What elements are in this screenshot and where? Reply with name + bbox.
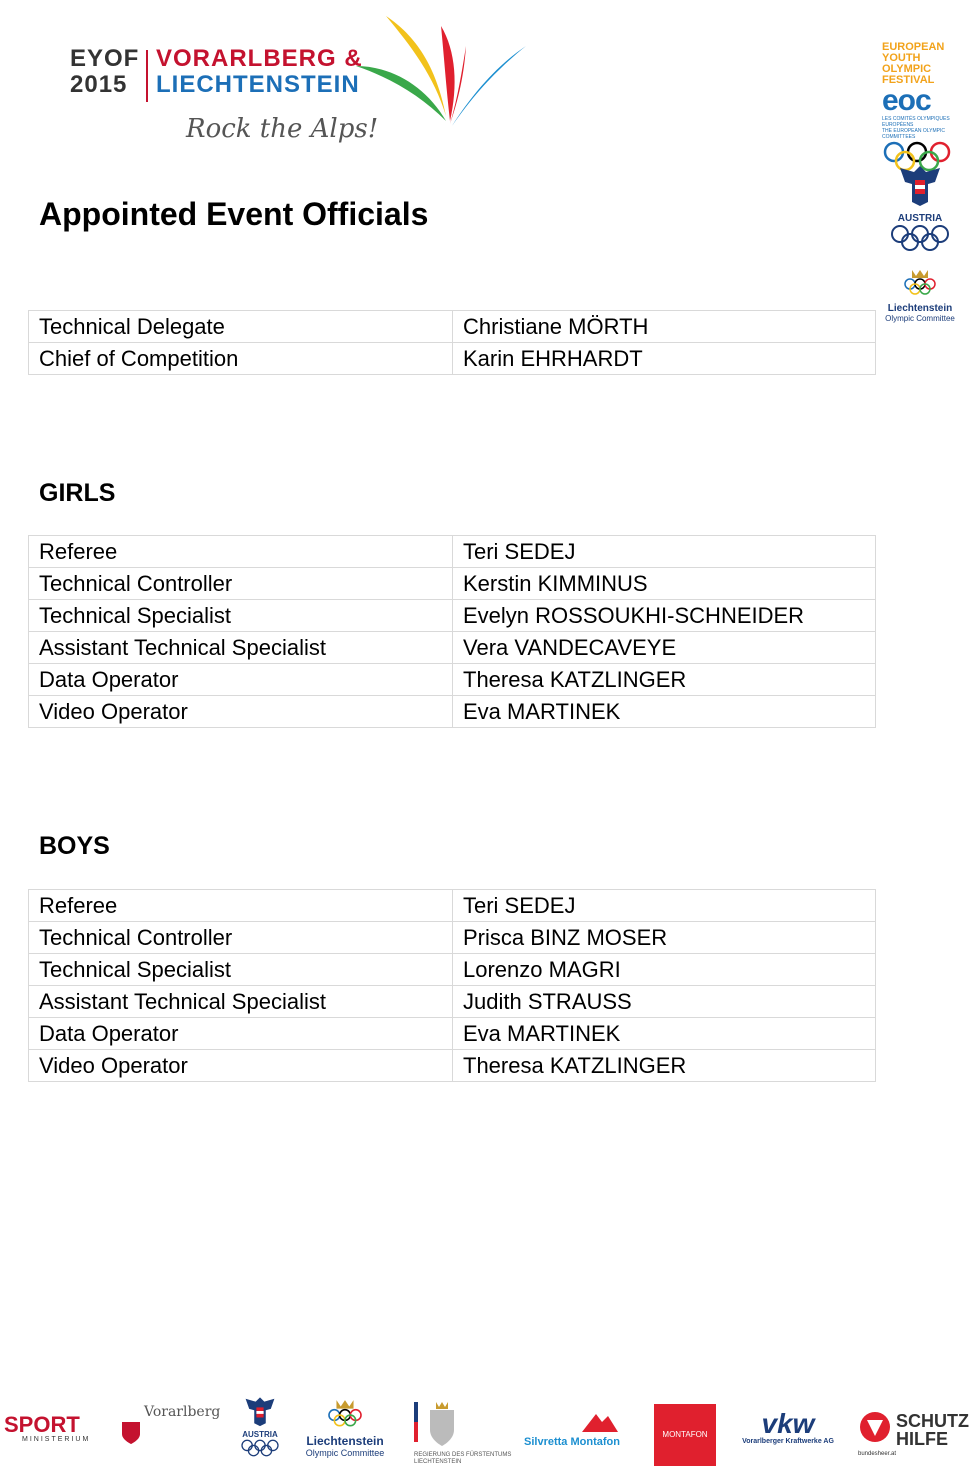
role-cell: Technical Specialist xyxy=(29,600,453,632)
silvretta-mountain-icon xyxy=(580,1410,620,1434)
role-cell: Technical Controller xyxy=(29,568,453,600)
regierung-text: REGIERUNG DES FÜRSTENTUMS LIECHTENSTEIN xyxy=(414,1452,512,1465)
logo-eyof-line2: 2015 xyxy=(70,71,128,98)
eyof-word-2: YOUTH xyxy=(882,52,921,64)
role-cell: Technical Controller xyxy=(29,922,453,954)
sidebar-austria-olympic-logo xyxy=(890,162,950,257)
name-cell: Kerstin KIMMINUS xyxy=(453,568,876,600)
role-cell: Assistant Technical Specialist xyxy=(29,986,453,1018)
table-row xyxy=(29,343,876,375)
austria-label: AUSTRIA xyxy=(897,213,943,224)
table-row xyxy=(29,311,876,343)
eyof-word-3: OLYMPIC xyxy=(882,63,932,75)
footer-austria-label: AUSTRIA xyxy=(242,1430,278,1439)
table-row xyxy=(29,664,876,696)
table-row xyxy=(29,954,876,986)
name-cell: Evelyn ROSSOUKHI-SCHNEIDER xyxy=(453,600,876,632)
logo-fan-icon xyxy=(346,6,536,136)
table-row xyxy=(29,890,876,922)
name-cell: Eva MARTINEK xyxy=(453,696,876,728)
eoc-logo-text: eoc xyxy=(882,84,931,117)
sponsor-footer xyxy=(0,1390,969,1470)
bundesheer-text: bundesheer.at xyxy=(858,1451,897,1457)
name-cell: Christiane MÖRTH xyxy=(453,311,876,343)
table-row xyxy=(29,568,876,600)
girls-officials-table xyxy=(28,535,876,728)
logo-vorarlberg: VORARLBERG & xyxy=(156,45,363,72)
logo-eyof-text xyxy=(70,46,139,98)
vorarlberg-crest-icon xyxy=(120,1420,142,1446)
name-cell: Eva MARTINEK xyxy=(453,1018,876,1050)
footer-li-rings-icon xyxy=(323,1398,367,1430)
role-cell: Video Operator xyxy=(29,696,453,728)
eyof-word-1: EUROPEAN xyxy=(882,41,945,53)
montafon-logo: MONTAFON xyxy=(654,1404,716,1466)
sidebar-liechtenstein-olympic-logo xyxy=(884,268,956,323)
regierung-liechtenstein-logo xyxy=(412,1394,512,1465)
name-cell: Lorenzo MAGRI xyxy=(453,954,876,986)
footer-austria-logo xyxy=(240,1394,280,1459)
footer-li-sub: Olympic Committee xyxy=(305,1448,385,1458)
role-cell: Technical Delegate xyxy=(29,311,453,343)
name-cell: Vera VANDECAVEYE xyxy=(453,632,876,664)
footer-austria-eagle-icon xyxy=(242,1394,278,1428)
silvretta-montafon-logo: Silvretta Montafon xyxy=(524,1436,620,1448)
table-row xyxy=(29,1018,876,1050)
li-rings-crown-icon xyxy=(900,268,940,298)
bundesheer-logo xyxy=(858,1410,896,1457)
role-cell: Chief of Competition xyxy=(29,343,453,375)
role-cell: Technical Specialist xyxy=(29,954,453,986)
vorarlberg-logo: Vorarlberg xyxy=(144,1404,221,1420)
name-cell: Karin EHRHARDT xyxy=(453,343,876,375)
name-cell: Theresa KATZLINGER xyxy=(453,1050,876,1082)
name-cell: Prisca BINZ MOSER xyxy=(453,922,876,954)
vkw-logo xyxy=(738,1410,838,1445)
role-cell: Referee xyxy=(29,536,453,568)
boys-section-title: BOYS xyxy=(39,832,110,860)
competition-officials-table xyxy=(28,310,876,375)
logo-divider xyxy=(146,50,148,102)
eoc-sub-2: THE EUROPEAN OLYMPIC COMMITTEES xyxy=(882,128,945,140)
hilfe-text: HILFE xyxy=(896,1429,948,1449)
table-row xyxy=(29,1050,876,1082)
footer-li-name: Liechtenstein xyxy=(306,1434,384,1448)
austria-eagle-icon xyxy=(895,162,945,208)
li-name: Liechtenstein xyxy=(887,303,953,314)
table-row xyxy=(29,922,876,954)
role-cell: Assistant Technical Specialist xyxy=(29,632,453,664)
sport-ministerium-logo: SPORT xyxy=(4,1412,80,1437)
name-cell: Teri SEDEJ xyxy=(453,890,876,922)
name-cell: Theresa KATZLINGER xyxy=(453,664,876,696)
sidebar-eyof-logo xyxy=(882,42,954,177)
table-row xyxy=(29,536,876,568)
table-row xyxy=(29,986,876,1018)
eyof-word-4: FESTIVAL xyxy=(882,74,935,86)
regierung-crest-icon xyxy=(412,1394,462,1450)
sport-ministerium-sub: MINISTERIUM xyxy=(22,1436,91,1443)
logo-eyof-line1: EYOF xyxy=(70,45,140,72)
eoc-sub-1: LES COMITÉS OLYMPIQUES EUROPÉENS xyxy=(882,116,950,128)
name-cell: Teri SEDEJ xyxy=(453,536,876,568)
girls-section-title: GIRLS xyxy=(39,479,116,507)
table-row xyxy=(29,600,876,632)
logo-liechtenstein: LIECHTENSTEIN xyxy=(156,71,360,98)
schutz-hilfe-logo xyxy=(896,1412,969,1448)
bundesheer-shield-icon xyxy=(858,1410,892,1446)
vkw-mark: vkw xyxy=(761,1408,815,1439)
table-row xyxy=(29,696,876,728)
page-title: Appointed Event Officials xyxy=(39,196,429,232)
footer-austria-rings-icon xyxy=(240,1439,280,1457)
eyof-logo xyxy=(66,6,536,156)
role-cell: Referee xyxy=(29,890,453,922)
role-cell: Video Operator xyxy=(29,1050,453,1082)
role-cell: Data Operator xyxy=(29,664,453,696)
schutz-text: SCHUTZ xyxy=(896,1411,969,1431)
vkw-sub: Vorarlberger Kraftwerke AG xyxy=(742,1438,834,1445)
footer-liechtenstein-olympic-logo xyxy=(300,1398,390,1458)
role-cell: Data Operator xyxy=(29,1018,453,1050)
table-row xyxy=(29,632,876,664)
boys-officials-table xyxy=(28,889,876,1082)
austria-rings-icon xyxy=(890,224,950,252)
li-sub: Olympic Committee xyxy=(885,314,955,323)
name-cell: Judith STRAUSS xyxy=(453,986,876,1018)
logo-slogan: Rock the Alps! xyxy=(186,114,379,144)
